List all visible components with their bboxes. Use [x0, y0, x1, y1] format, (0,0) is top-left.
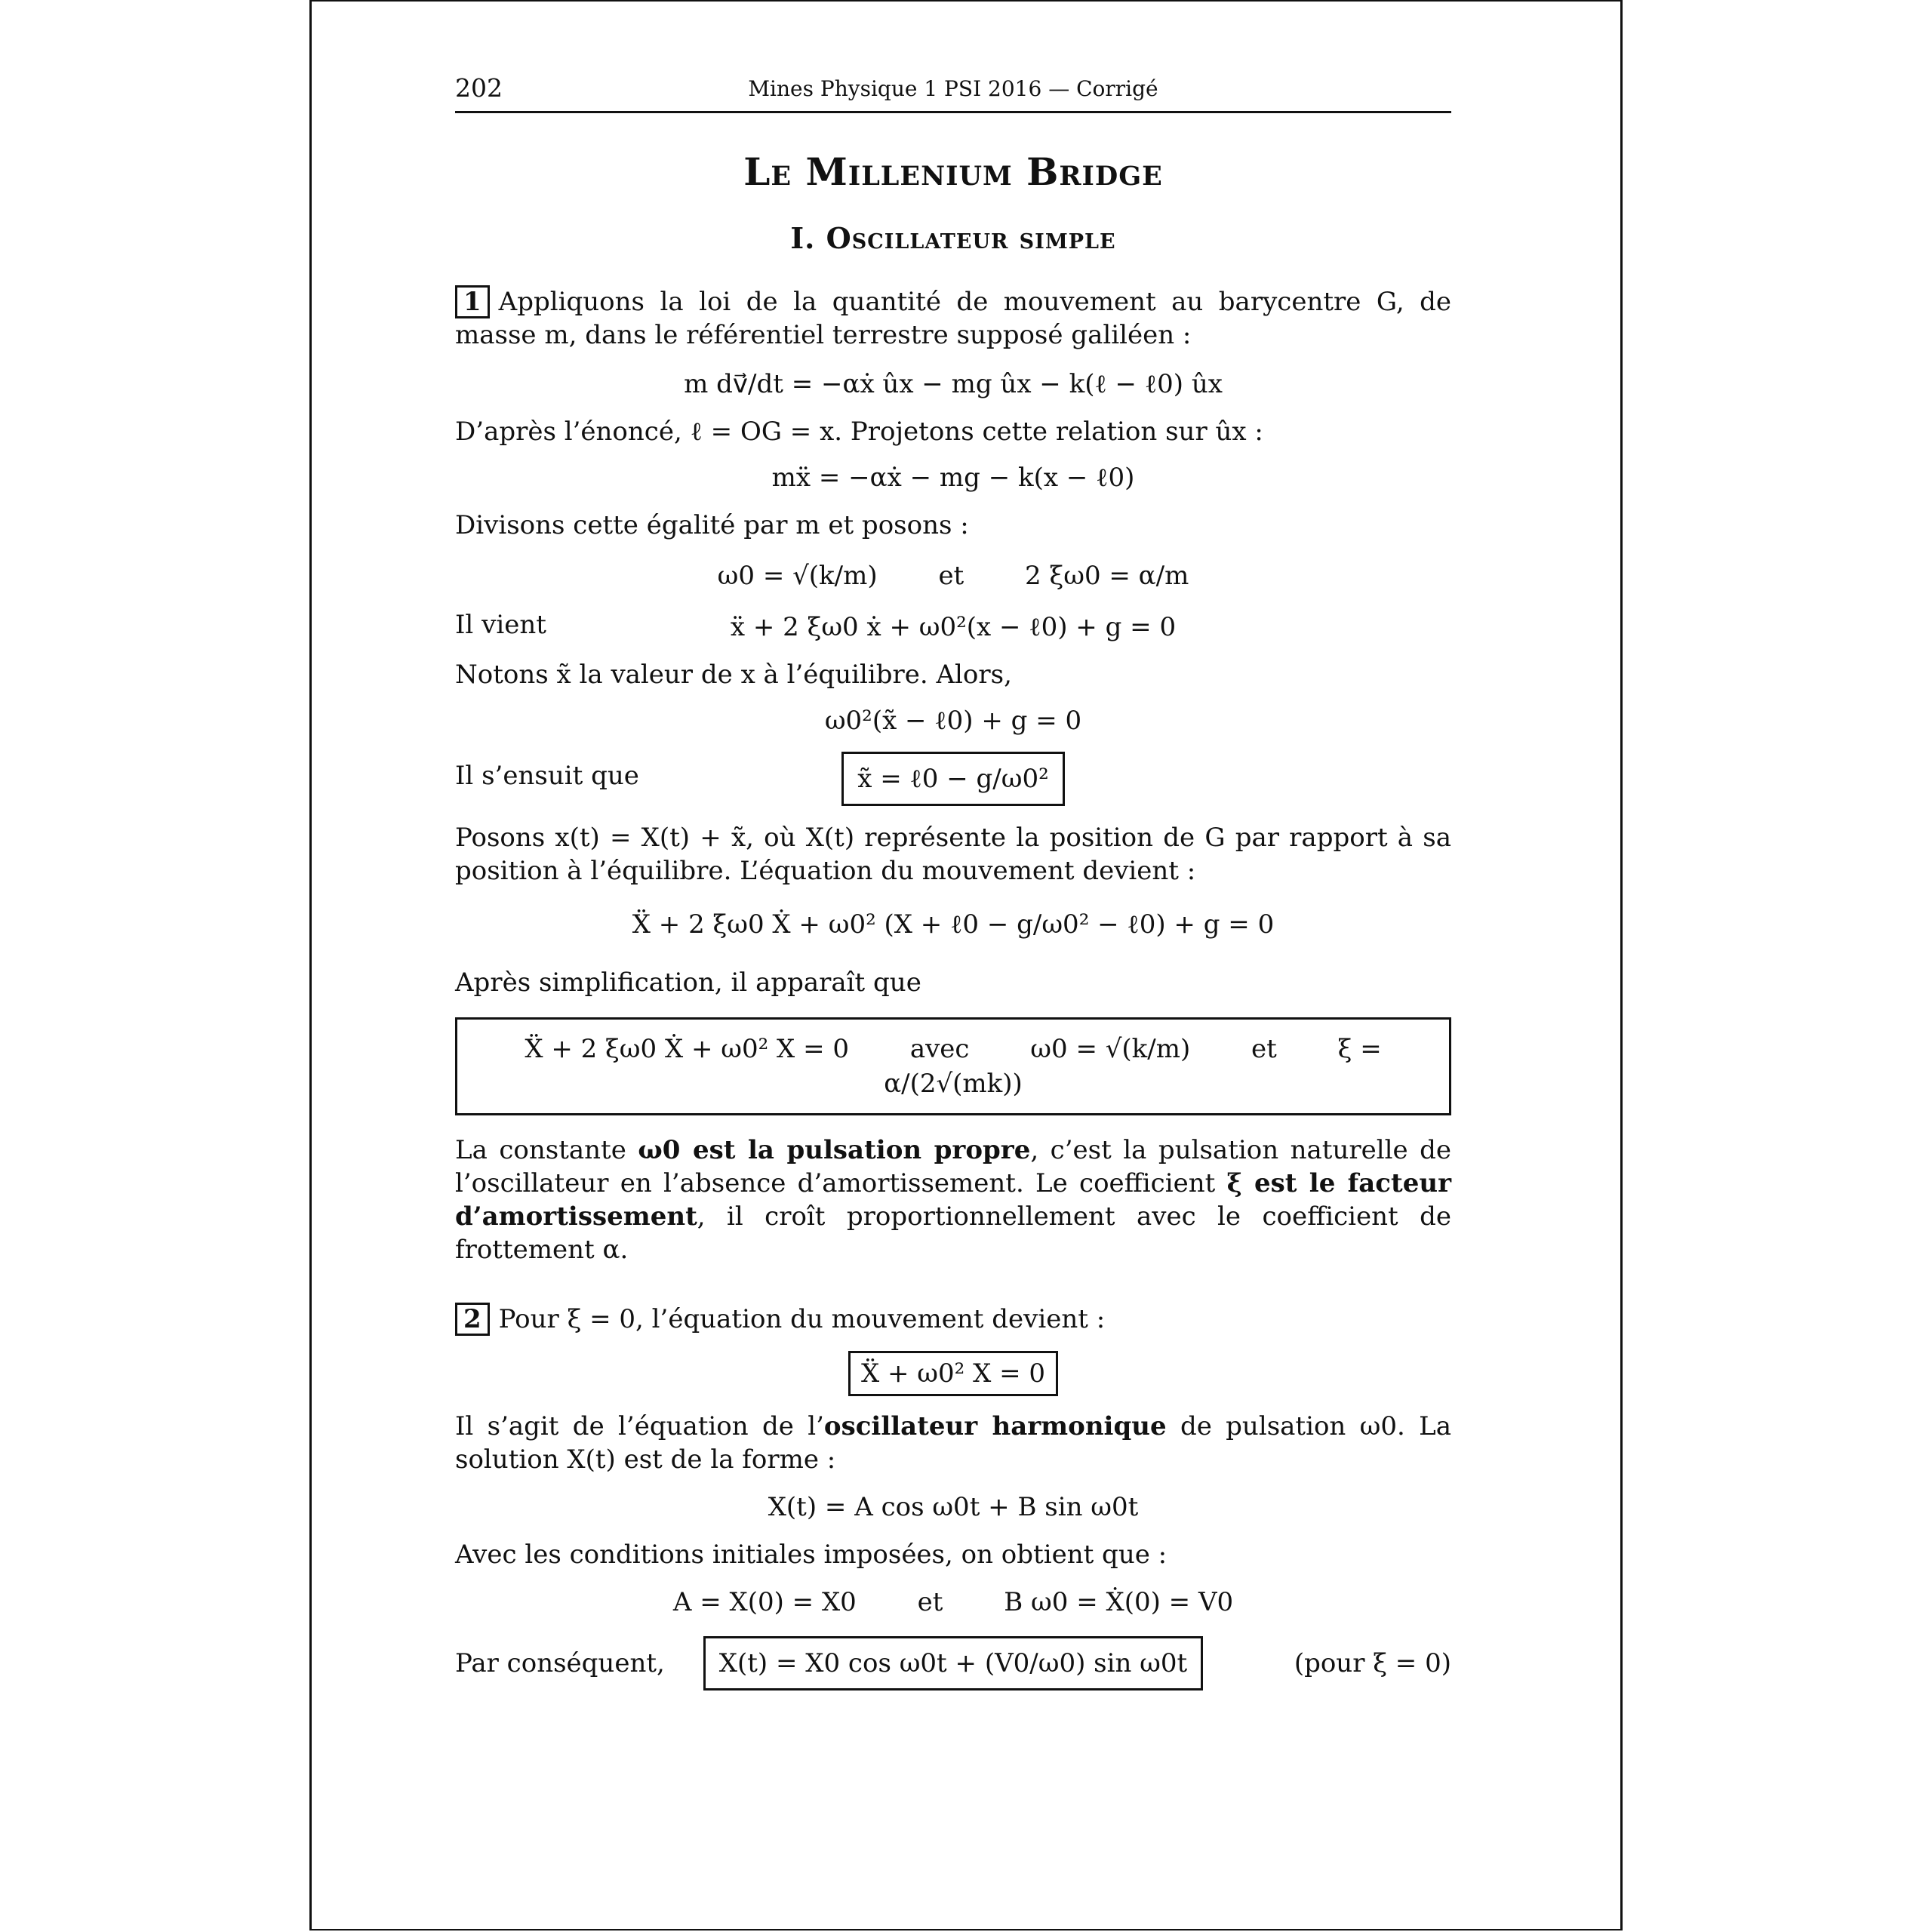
boxed-equilibrium-result: x̃ = ℓ0 − g/ω0² — [841, 752, 1065, 806]
conclusion-part-1: La constante — [455, 1135, 638, 1165]
b-value: B ω0 = Ẋ(0) = V0 — [1004, 1587, 1234, 1617]
q1-text-3: Notons x̃ la valeur de x à l’équilibre. Alors, — [455, 660, 1012, 690]
running-header — [455, 73, 1451, 113]
page-sheet — [309, 0, 1623, 1930]
question-number-2: 2 — [455, 1303, 490, 1336]
q1-text-1: D’après l’énoncé, ℓ = OG = x. Projetons cette relation sur ûx : — [455, 417, 1263, 447]
et-word: et — [938, 561, 964, 591]
harmonic-part-1: Il s’agit de l’équation de l’ — [455, 1411, 824, 1441]
harmonic-bold: oscillateur harmonique — [823, 1411, 1167, 1441]
question-number-1: 1 — [455, 285, 490, 318]
q1-text-5: Après simplification, il apparaît que — [455, 968, 921, 998]
boxed-oscillator-equation-wrap — [455, 1017, 1451, 1115]
equation-general-solution: X(t) = A cos ω0t + B sin ω0t — [768, 1492, 1139, 1522]
equation-substituted: Ẍ + 2 ξω0 Ẋ + ω0² (X + ℓ0 − g/ω0² − ℓ0) + g = 0 — [632, 909, 1275, 940]
q1-intro — [455, 285, 1451, 352]
xi-def: 2 ξω0 = α/m — [1025, 561, 1189, 591]
avec-word: avec — [909, 1034, 970, 1064]
boxed-harmonic-equation: Ẍ + ω0² X = 0 — [848, 1351, 1058, 1396]
equation-motion-x: ẍ + 2 ξω0 ẋ + ω0²(x − ℓ0) + g = 0 — [730, 612, 1177, 642]
q1-conclusion — [455, 1134, 1451, 1266]
par-consequent-label: Par conséquent, — [455, 1648, 665, 1678]
section-title: I. Oscillateur simple — [790, 221, 1116, 255]
il-sensuit-label: Il s’ensuit que — [455, 761, 639, 791]
q2-intro-text: Pour ξ = 0, l’équation du mouvement devient : — [498, 1304, 1106, 1334]
equation-definitions — [455, 558, 1451, 593]
a-value: A = X(0) = X0 — [672, 1587, 857, 1617]
conclusion-part-3: , il croît proportionnellement avec le coefficient de frottement α. — [455, 1201, 1451, 1265]
il-vient-label: Il vient — [455, 610, 546, 640]
equation-initial-conditions — [455, 1585, 1451, 1620]
xi-formula: ξ = α/(2√(mk)) — [884, 1034, 1382, 1099]
q2-text-1 — [455, 1410, 1451, 1476]
equation-momentum: m dv⃗/dt = −αẋ ûx − mg ûx − k(ℓ − ℓ0) ûx — [684, 369, 1223, 399]
page-content — [455, 73, 1451, 1697]
boxed-oscillator-equation — [455, 1017, 1451, 1115]
conclusion-bold-damping: ξ est le facteur d’amortissement — [455, 1168, 1451, 1232]
conclusion-bold-pulsation: ω0 est la pulsation propre — [638, 1135, 1031, 1165]
il-sensuit-row — [455, 752, 1451, 804]
par-consequent-row — [455, 1636, 1451, 1697]
q1-intro-text: Appliquons la loi de la quantité de mouvement au barycentre G, de masse m, dans le référentiel terrestre supposé galiléen : — [455, 287, 1451, 350]
conclusion-part-2: , c’est la pulsation naturelle de l’oscillateur en l’absence d’amortissement. Le coefficient — [455, 1135, 1451, 1198]
equation-projection: mẍ = −αẋ − mg − k(x − ℓ0) — [771, 463, 1135, 493]
page-number: 202 — [455, 73, 503, 103]
omega0-formula: ω0 = √(k/m) — [1030, 1034, 1191, 1064]
chapter-title: Le Millenium Bridge — [743, 149, 1163, 194]
q1-text-2: Divisons cette égalité par m et posons : — [455, 510, 969, 540]
q2-text-2: Avec les conditions initiales imposées, on obtient que : — [455, 1540, 1168, 1570]
et-word-2: et — [1251, 1034, 1277, 1064]
boxed-harmonic-wrap — [455, 1351, 1451, 1396]
omega0-def: ω0 = √(k/m) — [717, 561, 878, 591]
q2-intro — [455, 1303, 1451, 1336]
il-vient-row — [455, 610, 1451, 645]
equation-equilibrium: ω0²(x̃ − ℓ0) + g = 0 — [824, 706, 1082, 736]
q1-text-4: Posons x(t) = X(t) + x̃, où X(t) représente la position de G par rapport à sa position à l’équilibre. L’équation du mouvement devient : — [455, 823, 1451, 886]
condition-note: (pour ξ = 0) — [1294, 1648, 1451, 1678]
harmonic-part-2: de pulsation ω0. La solution X(t) est de la forme : — [455, 1411, 1451, 1475]
running-title: Mines Physique 1 PSI 2016 — Corrigé — [748, 76, 1158, 101]
et-word-3: et — [917, 1587, 943, 1617]
boxed-final-solution: X(t) = X0 cos ω0t + (V0/ω0) sin ω0t — [703, 1636, 1203, 1690]
oscillator-equation: Ẍ + 2 ξω0 Ẋ + ω0² X = 0 — [525, 1034, 849, 1064]
